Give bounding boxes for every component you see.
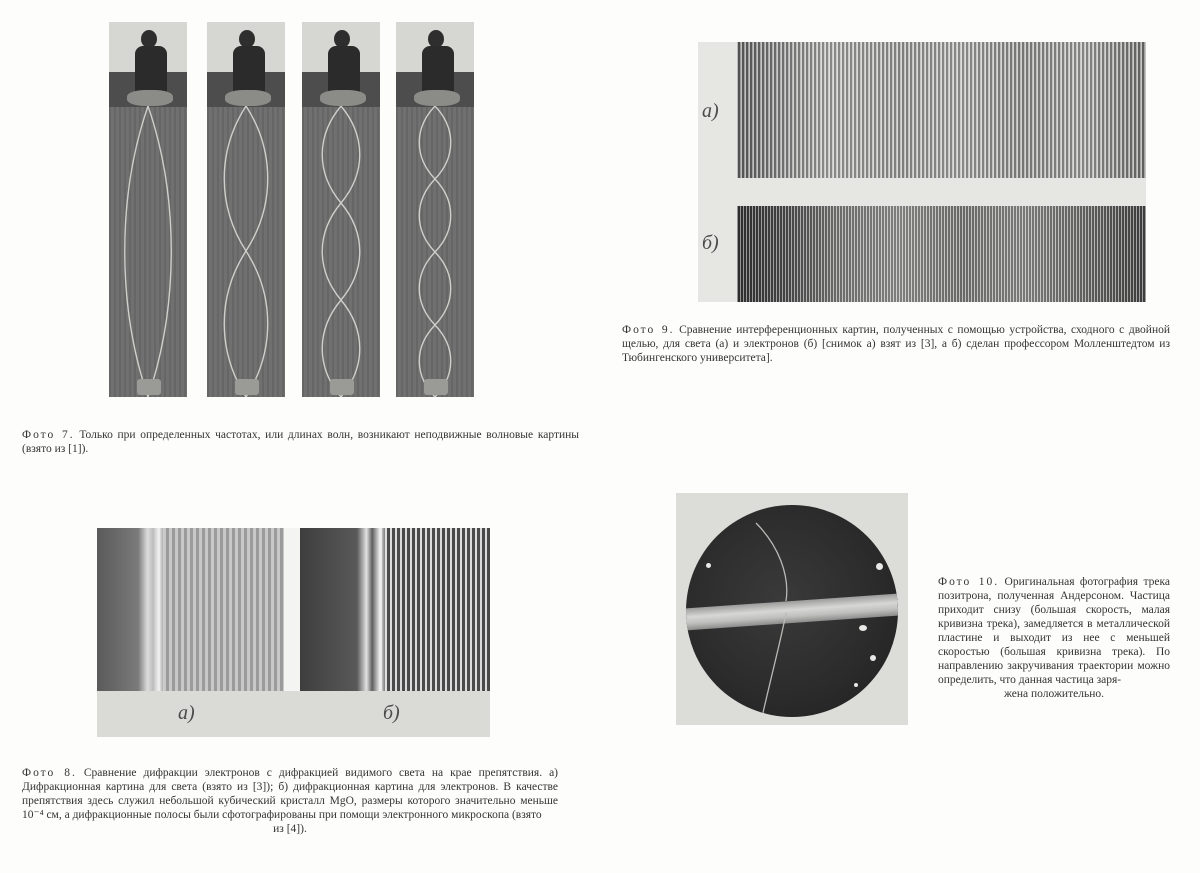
photo8-electron-diffraction [300,528,490,691]
photo7-caption-text: Только при определенных частотах, или длинах волн, возникают неподвижные волновые картины (взято из [1]). [22,429,580,456]
photo8-caption-last: из [4]). [273,823,307,836]
photo7-caption-label: Фото 7. [22,429,75,441]
photo7-strip-3 [302,22,380,397]
photo8-caption-label: Фото 8. [22,767,77,779]
standing-wave-3 [302,106,380,397]
photo9-light-interference [737,42,1146,178]
standing-wave-2 [207,106,285,397]
weight-block [235,379,259,395]
person-body [233,46,265,96]
photo10-caption [938,575,1170,701]
photo9-label-b: б) [702,232,719,254]
photo7-caption [22,428,579,456]
positron-track [686,505,898,717]
weight-block [330,379,354,395]
photo9-label-a: а) [702,100,719,122]
photo7-strip-1 [109,22,187,397]
photo10-caption-label: Фото 10. [938,576,1000,588]
photo10-cloud-chamber [686,505,898,717]
weight-block [424,379,448,395]
photo8-caption-text: Сравнение дифракции электронов с дифракцией видимого света на крае препятствия. а) Дифракционная картина для света (взято из [3]); б) дифракционная картина для электронов. В качестве препятствия здесь служил небольшой кубический кристалл MgO, размеры которого значительно меньше 10⁻⁴ см, а дифракционные полосы были сфотографированы при помощи электронного микроскопа (взято [22,767,558,822]
standing-wave-4 [396,106,474,397]
photo10-caption-text: Оригинальная фотография трека позитрона, полученная Андерсоном. Частица приходит снизу (большая скорость, малая кривизна трека), замедляется в металлической пластине и выходит из нее с меньшей скоростью (большая кривизна трека). По направлению закручивания траектории можно определить, что данная частица заря- [938,576,1171,687]
photo10-caption-last: жена положительно. [1004,688,1104,701]
rope-hands [225,90,271,106]
photo8-label-b: б) [383,702,400,724]
photo9-electron-interference [737,206,1146,302]
photo9-caption-label: Фото 9. [622,324,675,336]
photo8-label-a: а) [178,702,195,724]
rope-hands [127,90,173,106]
person-body [422,46,454,96]
photo9-caption [622,323,1170,365]
photo7-strip-2 [207,22,285,397]
rope-hands [414,90,460,106]
photo7-strip-4 [396,22,474,397]
photo8-light-diffraction [97,528,284,691]
person-body [135,46,167,96]
photo8-label-strip [97,691,490,737]
photo8-caption [22,766,558,836]
weight-block [137,379,161,395]
photo9-caption-text: Сравнение интерференционных картин, полученных с помощью устройства, сходного с двойной щелью, для света (а) и электронов (б) [снимок а) взят из [3], а б) сделан профессором Молленштедтом из Тюбингенского университета]. [622,324,1171,365]
person-body [328,46,360,96]
rope-hands [320,90,366,106]
standing-wave-1 [109,106,187,397]
